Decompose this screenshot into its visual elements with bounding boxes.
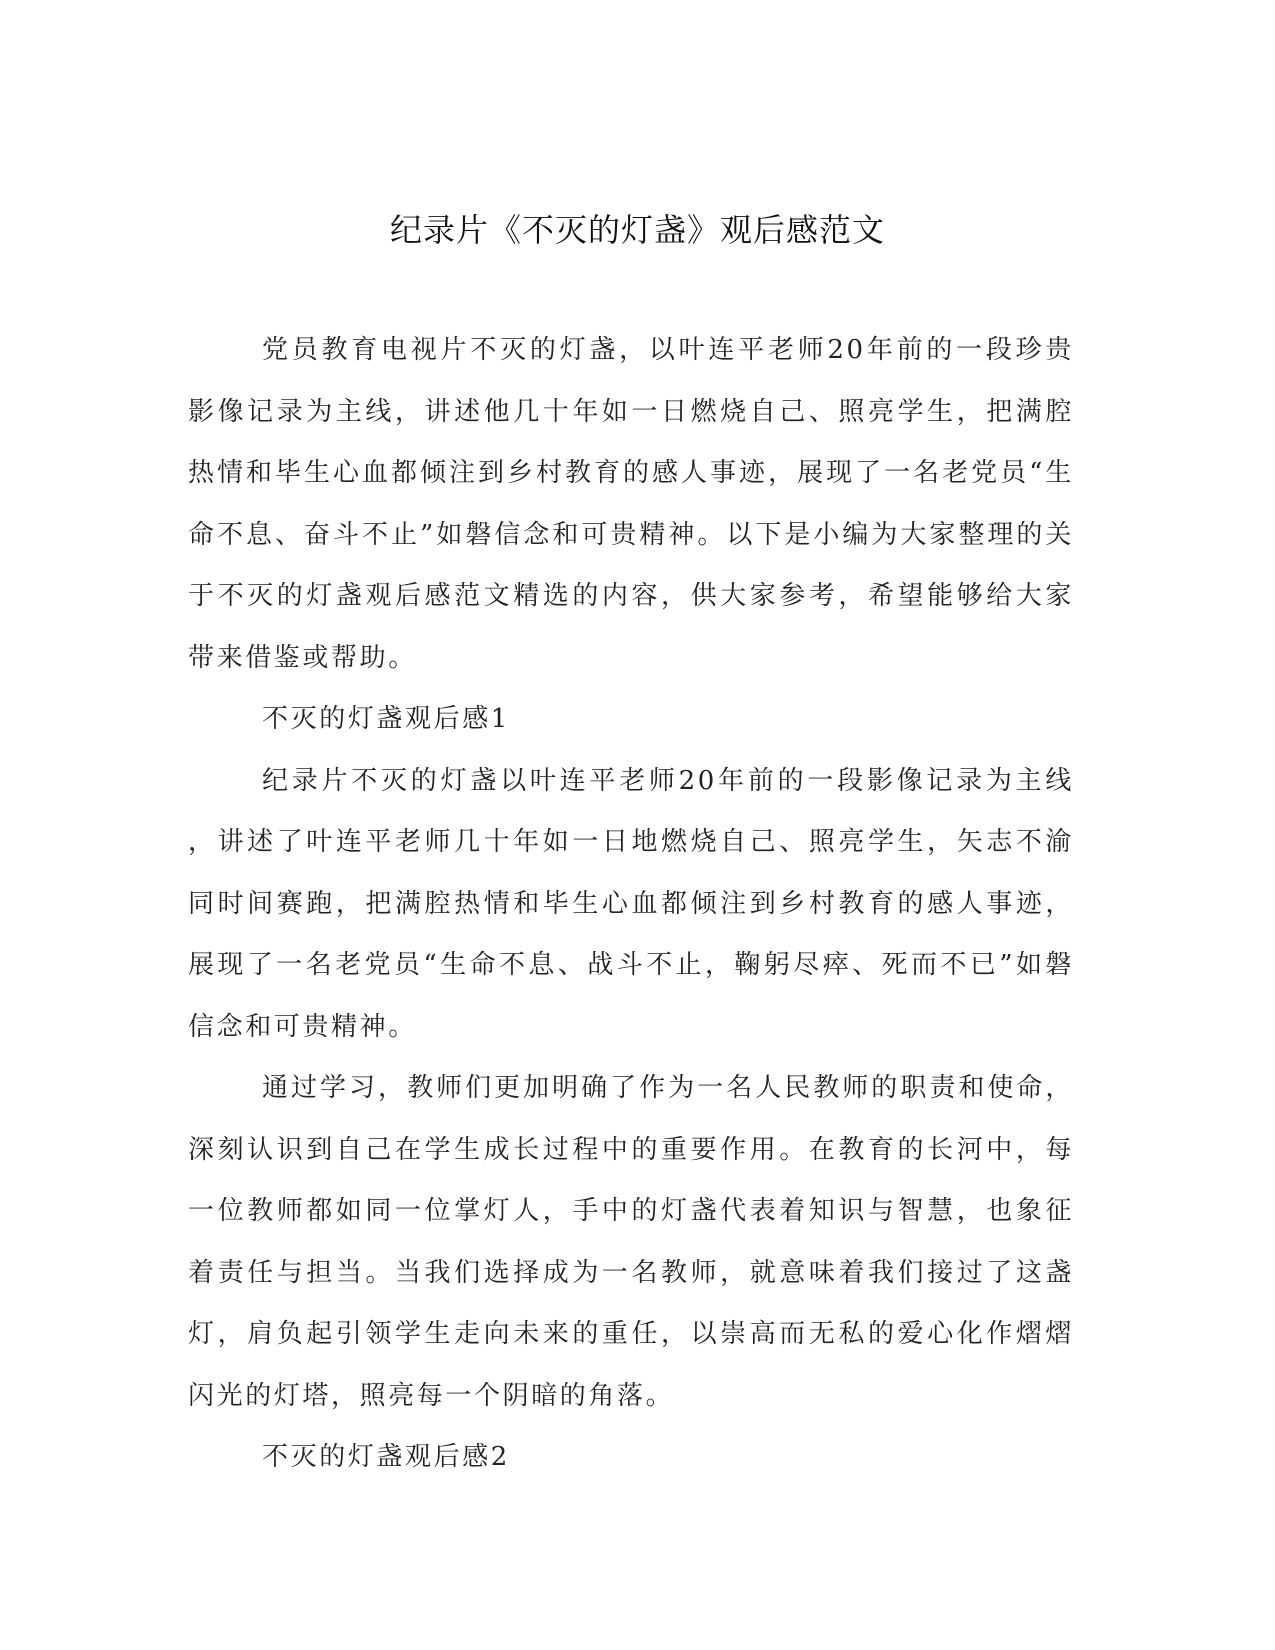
paragraph-line: 展现了一名老党员“生命不息、战斗不止，鞠躬尽瘁、死而不已”如磐 (188, 950, 1074, 980)
paragraph-line: 同时间赛跑，把满腔热情和毕生心血都倾注到乡村教育的感人事迹， (188, 888, 1074, 919)
paragraph-line: 着责任与担当。当我们选择成为一名教师，就意味着我们接过了这盏 (188, 1257, 1074, 1288)
paragraph-line: 带来借鉴或帮助。 (188, 642, 417, 673)
paragraph-line: 热情和毕生心血都倾注到乡村教育的感人事迹，展现了一名老党员“生 (188, 458, 1074, 488)
document-body (188, 320, 1074, 1489)
paragraph-line: 党员教育电视片不灭的灯盏，以叶连平老师20年前的一段珍贵 (262, 335, 1074, 365)
paragraph-line: ，讲述了叶连平老师几十年如一日地燃烧自己、照亮学生，矢志不渝 (188, 827, 1074, 857)
paragraph-line: 闪光的灯塔，照亮每一个阴暗的角落。 (188, 1380, 675, 1411)
paragraph-line: 一位教师都如同一位掌灯人，手中的灯盏代表着知识与智慧，也象征 (188, 1196, 1074, 1226)
paragraph-line: 深刻认识到自己在学生成长过程中的重要作用。在教育的长河中，每 (188, 1134, 1074, 1165)
section-heading: 不灭的灯盏观后感1 (262, 704, 510, 734)
paragraph-line: 于不灭的灯盏观后感范文精选的内容，供大家参考，希望能够给大家 (188, 581, 1074, 611)
paragraph-line: 命不息、奋斗不止”如磐信念和可贵精神。以下是小编为大家整理的关 (188, 519, 1074, 550)
paragraph-line: 影像记录为主线，讲述他几十年如一日燃烧自己、照亮学生，把满腔 (188, 396, 1074, 427)
document-title: 纪录片《不灭的灯盏》观后感范文 (389, 211, 885, 249)
paragraph-line: 灯，肩负起引领学生走向未来的重任，以崇高而无私的爱心化作熠熠 (188, 1319, 1074, 1349)
paragraph-line: 纪录片不灭的灯盏以叶连平老师20年前的一段影像记录为主线 (262, 765, 1074, 796)
paragraph-line: 通过学习，教师们更加明确了作为一名人民教师的职责和使命， (262, 1073, 1074, 1103)
paragraph-line: 信念和可贵精神。 (188, 1011, 417, 1042)
section-heading: 不灭的灯盏观后感2 (262, 1442, 510, 1472)
